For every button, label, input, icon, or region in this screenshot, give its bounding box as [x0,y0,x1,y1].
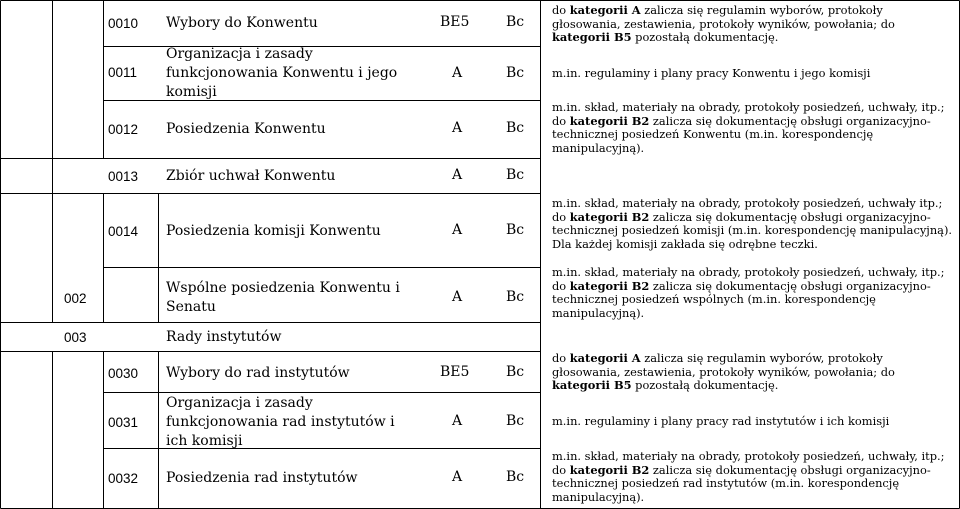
row-category-b: Bc [506,364,525,380]
description-text: m.in. regulaminy i plany pracy Konwentu i jego komisji [552,66,871,80]
row-description [552,352,952,393]
row-title [166,394,395,451]
category-keyword: kategorii B2 [569,278,650,293]
row-category-a: A [452,469,463,485]
row-description [552,4,952,45]
row-code: 0011 [108,65,138,80]
category-keyword: kategorii B2 [569,462,650,477]
row-code: 0014 [108,224,139,239]
title-line: Organizacja i zasady [166,395,313,411]
row-category-a: A [452,222,463,238]
row-description [552,266,952,320]
description-text: pozostałą dokumentację. [631,378,779,393]
row-title [166,45,397,102]
description-text: zalicza się regulamin wyborów, protokoły głosowania, zestawienia, protokoły wyników, powołania; do [552,351,895,379]
description-text: m.in. regulaminy i plany pracy rad instytutów i ich komisji [552,414,890,428]
row-title: Rady instytutów [166,329,282,345]
row-category-a: A [452,65,463,81]
row-title: Posiedzenia komisji Konwentu [166,223,381,239]
category-keyword: kategorii B5 [552,378,632,393]
row-category-b: Bc [506,289,525,305]
row-category-b: Bc [506,120,525,136]
row-description [552,450,952,504]
row-category-a: A [452,413,463,429]
row-code: 0031 [108,415,139,430]
description-text: zalicza się dokumentację obsługi organizacyjno-technicznej posiedzeń komisji (m.in. korespondencję manipulacyjną). Dla każdej komisji zakłada się odrębne teczki. [552,209,953,251]
row-title: Wybory do rad instytutów [166,365,350,381]
row-title: Posiedzenia Konwentu [166,121,326,137]
title-line: funkcjonowania Konwentu i jego [166,65,398,81]
description-text: zalicza się regulamin wyborów, protokoły głosowania, zestawienia, protokoły wyników, powołania; do [552,3,895,31]
row-category-b: Bc [506,222,525,238]
row-code: 0010 [108,16,139,31]
category-keyword: kategorii B2 [569,113,650,128]
title-line: Wspólne posiedzenia Konwentu i [166,280,400,296]
description-text: zalicza się dokumentację obsługi organizacyjno-technicznej posiedzeń rad instytutów (m.in. korespondencję manipulacyjną). [552,462,931,504]
description-text: zalicza się dokumentację obsługi organizacyjno-technicznej posiedzeń Konwentu (m.in. korespondencję manipulacyjną). [552,113,931,155]
row-category-b: Bc [506,469,525,485]
row-title: Wybory do Konwentu [166,15,318,31]
title-line: funkcjonowania rad instytutów i [166,414,395,430]
row-category-a: A [452,120,463,136]
row-description [552,101,952,155]
title-line: Organizacja i zasady [166,46,313,62]
description-text: m.in. skład, materiały na obrady, protokoły posiedzeń, uchwały, itp.; do [552,100,945,128]
row-category-a: A [452,289,463,305]
description-text: do [552,351,570,365]
title-line: ich komisji [166,433,243,449]
row-category-a: BE5 [440,364,470,380]
description-text: do [552,3,570,17]
row-title: Zbiór uchwał Konwentu [166,168,336,184]
row-description [552,67,952,81]
description-text: m.in. skład, materiały na obrady, protokoły posiedzeń, uchwały, itp.; do [552,449,945,477]
title-line: Senatu [166,299,216,315]
row-code: 003 [64,330,87,345]
row-category-a: A [452,167,463,183]
description-text: m.in. skład, materiały na obrady, protokoły posiedzeń, uchwały, itp.; do [552,265,945,293]
row-description [552,197,952,251]
category-keyword: kategorii A [569,351,641,365]
row-description [552,415,952,429]
description-text: m.in. skład, materiały na obrady, protokoły posiedzeń, uchwały itp.; do [552,196,943,224]
title-line: komisji [166,84,217,100]
row-code: 002 [64,291,87,306]
row-category-b: Bc [506,167,525,183]
row-category-b: Bc [506,65,525,81]
row-title: Posiedzenia rad instytutów [166,470,358,486]
row-code: 0013 [108,169,139,184]
category-keyword: kategorii B2 [569,209,650,224]
description-text: pozostałą dokumentację. [631,30,779,45]
row-code: 0030 [108,366,139,381]
row-code: 0012 [108,122,139,137]
category-keyword: kategorii B5 [552,30,632,45]
row-category-a: BE5 [440,14,470,30]
row-category-b: Bc [506,14,525,30]
row-category-b: Bc [506,413,525,429]
row-title [166,279,400,317]
category-keyword: kategorii A [569,3,641,17]
row-code: 0032 [108,471,139,486]
description-text: zalicza się dokumentację obsługi organizacyjno-technicznej posiedzeń wspólnych (m.in. korespondencję manipulacyjną). [552,278,931,320]
